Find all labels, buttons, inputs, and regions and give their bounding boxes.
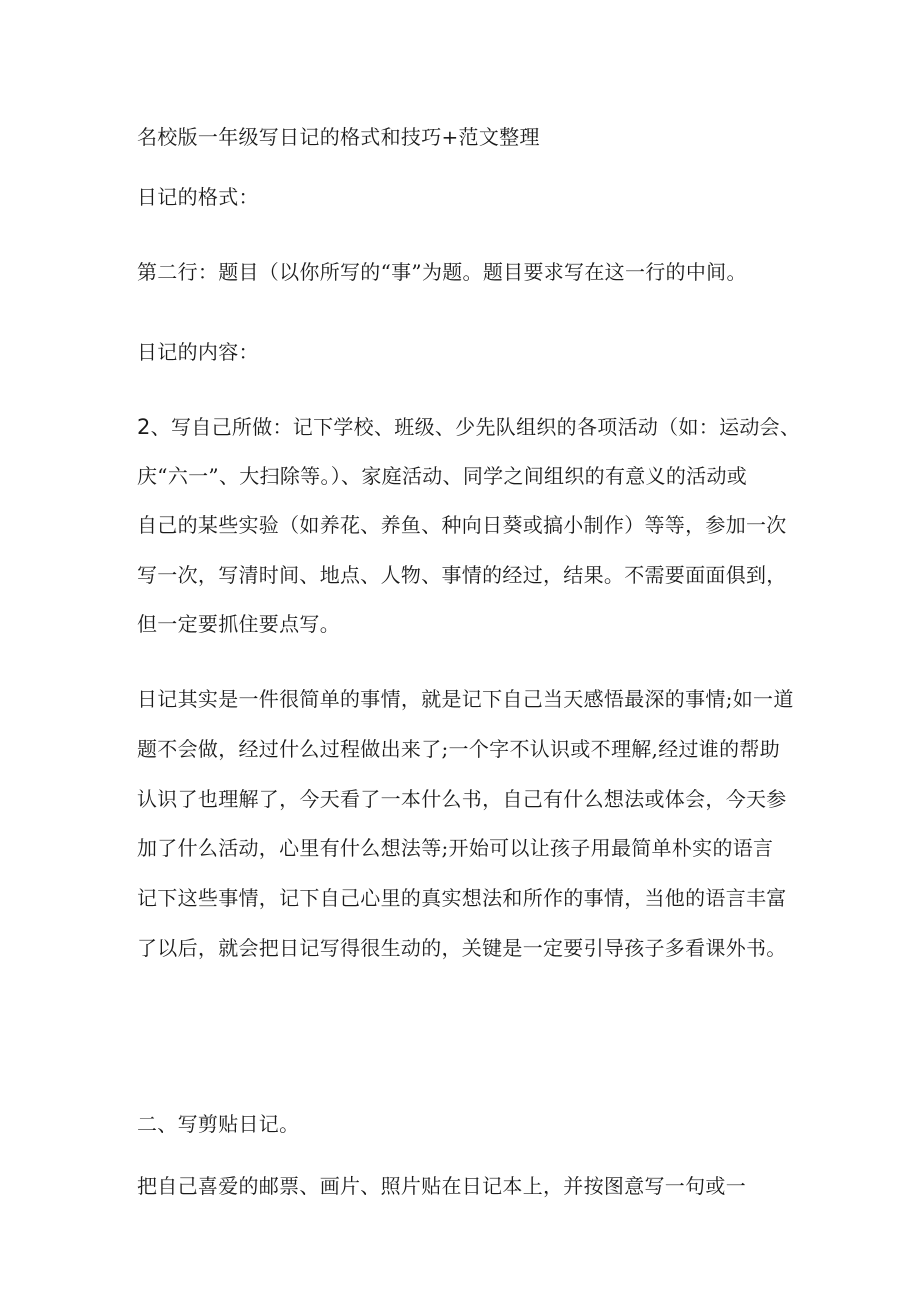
point-two-text: 、写自己所做：记下学校、班级、少先队组织的各项活动（如：运动会、 xyxy=(150,415,801,439)
document-title: 名校版一年级写日记的格式和技巧+范文整理 xyxy=(137,125,540,149)
point-two-line-1 xyxy=(137,413,800,441)
section-two-heading: 二、写剪贴日记。 xyxy=(137,1112,300,1136)
point-two-line-3: 自己的某些实验（如养花、养鱼、种向日葵或搞小制作）等等，参加一次 xyxy=(137,513,787,537)
paragraph-line-6: 了以后，就会把日记写得很生动的，关键是一定要引导孩子多看课外书。 xyxy=(137,936,787,960)
paragraph-line-5: 记下这些事情，记下自己心里的真实想法和所作的事情，当他的语言丰富 xyxy=(137,886,787,910)
content-heading: 日记的内容： xyxy=(137,340,259,364)
format-heading: 日记的格式： xyxy=(137,185,259,209)
paragraph-line-1: 日记其实是一件很简单的事情，就是记下自己当天感悟最深的事情;如一道 xyxy=(137,687,794,711)
point-two-line-5: 但一定要抓住要点写。 xyxy=(137,612,340,636)
paragraph-line-2: 题不会做，经过什么过程做出来了;一个字不认识或不理解,经过谁的帮助 xyxy=(137,737,780,761)
point-two-line-4: 写一次，写清时间、地点、人物、事情的经过，结果。不需要面面俱到， xyxy=(137,563,787,587)
format-line-two: 第二行：题目（以你所写的“事”为题。题目要求写在这一行的中间。 xyxy=(137,260,747,284)
paragraph-line-3: 认识了也理解了，今天看了一本什么书，自己有什么想法或体会，今天参 xyxy=(137,787,787,811)
point-two-number: 2 xyxy=(137,415,151,439)
paragraph-line-4: 加了什么活动，心里有什么想法等;开始可以让孩子用最简单朴实的语言 xyxy=(137,836,774,860)
section-two-text: 把自己喜爱的邮票、画片、照片贴在日记本上，并按图意写一句或一 xyxy=(137,1174,746,1198)
point-two-line-2: 庆“六一”、大扫除等。）、家庭活动、同学之间组织的有意义的活动或 xyxy=(137,464,748,488)
